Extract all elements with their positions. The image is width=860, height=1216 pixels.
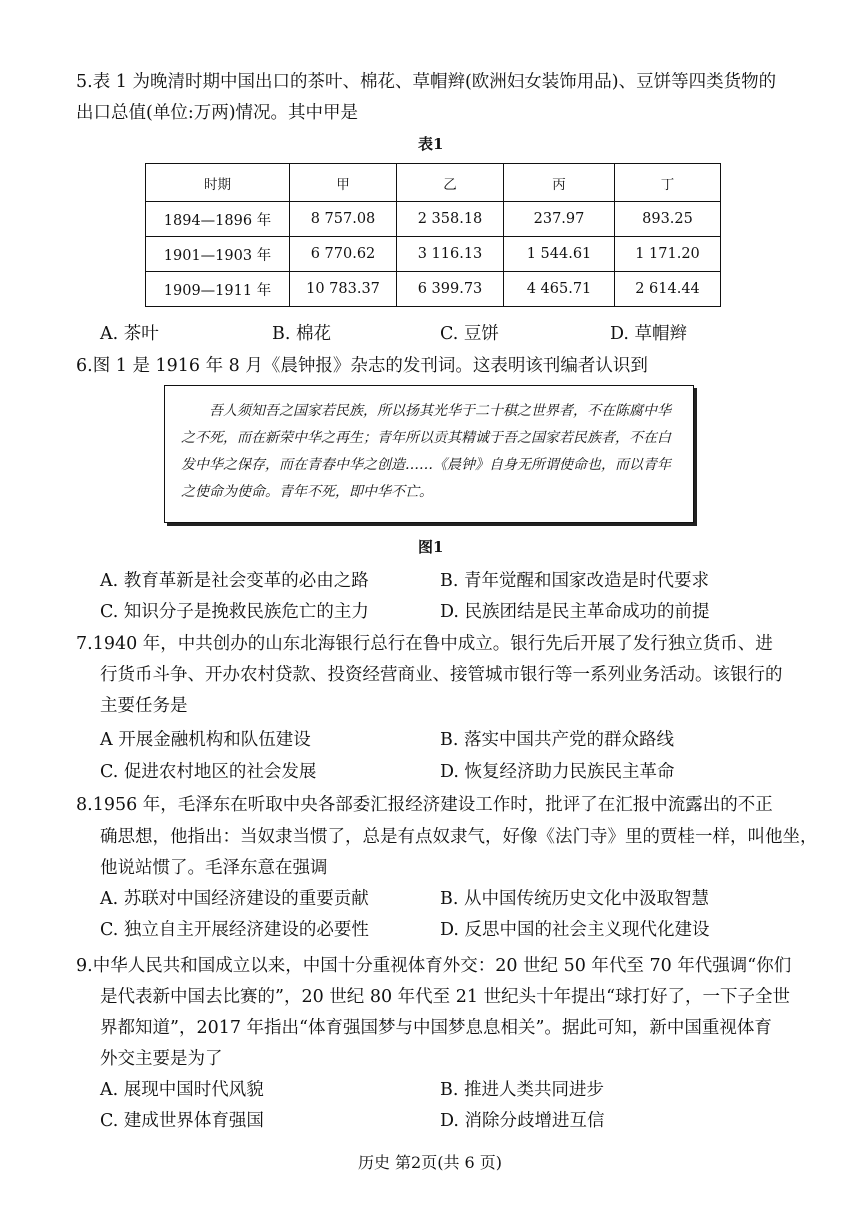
table-cell: 8 757.08 — [290, 202, 397, 237]
q5-option-b[interactable]: B. 棉花 — [272, 324, 331, 344]
table-cell: 237.97 — [504, 202, 615, 237]
q8-stem-line2: 确思想，他指出：当奴隶当惯了，总是有点奴隶气，好像《法门寺》里的贾桂一样，叫他坐， — [100, 827, 818, 847]
q9-stem-line1: 9.中华人民共和国成立以来，中国十分重视体育外交：20 世纪 50 年代至 70 年代强调“你们 — [76, 956, 792, 976]
q5-option-a[interactable]: A. 茶叶 — [100, 324, 159, 344]
q7-stem-line1: 7.1940 年，中共创办的山东北海银行总行在鲁中成立。银行先后开展了发行独立货币、进 — [76, 634, 773, 654]
q7-option-c[interactable]: C. 促进农村地区的社会发展 — [100, 762, 317, 782]
q5-stem-line1: 5.表 1 为晚清时期中国出口的茶叶、棉花、草帽辫(欧洲妇女装饰用品)、豆饼等四类货物的 — [76, 72, 777, 92]
table-header-cell: 乙 — [397, 164, 504, 202]
table-cell: 1 544.61 — [504, 237, 615, 272]
q7-option-d[interactable]: D. 恢复经济助力民族民主革命 — [440, 762, 675, 782]
table-cell: 4 465.71 — [504, 272, 615, 307]
table-row — [146, 272, 721, 307]
table-cell: 1894—1896 年 — [146, 202, 290, 237]
q7-option-a[interactable]: A 开展金融机构和队伍建设 — [100, 730, 311, 750]
q7-option-b[interactable]: B. 落实中国共产党的群众路线 — [440, 730, 674, 750]
q9-option-b[interactable]: B. 推进人类共同进步 — [440, 1080, 604, 1100]
q8-stem-line3: 他说站惯了。毛泽东意在强调 — [100, 858, 328, 878]
q6-option-c[interactable]: C. 知识分子是挽救民族危亡的主力 — [100, 602, 369, 622]
q7-stem-line3: 主要任务是 — [100, 696, 188, 716]
q9-option-a[interactable]: A. 展现中国时代风貌 — [100, 1080, 264, 1100]
q9-stem-line3: 界都知道”，2017 年指出“体育强国梦与中国梦息息相关”。据此可知，新中国重视体育 — [100, 1018, 772, 1038]
table-row — [146, 202, 721, 237]
table-cell: 1909—1911 年 — [146, 272, 290, 307]
q8-stem-line1: 8.1956 年，毛泽东在听取中央各部委汇报经济建设工作时，批评了在汇报中流露出的不正 — [76, 795, 773, 815]
table-header-cell: 丙 — [504, 164, 615, 202]
table-caption: 表1 — [418, 135, 444, 153]
q9-option-d[interactable]: D. 消除分歧增进互信 — [440, 1111, 605, 1131]
q9-option-c[interactable]: C. 建成世界体育强国 — [100, 1111, 264, 1131]
table-header-row — [146, 164, 721, 202]
table-cell: 6 399.73 — [397, 272, 504, 307]
q6-quote-box — [164, 385, 694, 523]
q6-option-a[interactable]: A. 教育革新是社会变革的必由之路 — [100, 571, 369, 591]
export-table — [145, 163, 721, 307]
q6-option-b[interactable]: B. 青年觉醒和国家改造是时代要求 — [440, 571, 709, 591]
q8-option-c[interactable]: C. 独立自主开展经济建设的必要性 — [100, 920, 369, 940]
q6-quote-text: 吾人须知吾之国家若民族，所以扬其光华于二十稘之世界者，不在陈腐中华之不死，而在新荣中华之再生；青年所以贡其精诚于吾之国家若民族者，不在白发中华之保存，而在青春中华之创造……《晨钟》自身无所谓使命也，而以青年之使命为使命。青年不死，即中华不亡。 — [181, 403, 671, 500]
q5-option-c[interactable]: C. 豆饼 — [440, 324, 499, 344]
q8-option-a[interactable]: A. 苏联对中国经济建设的重要贡献 — [100, 889, 369, 909]
table-cell: 2 358.18 — [397, 202, 504, 237]
q5-option-d[interactable]: D. 草帽辫 — [610, 324, 688, 344]
page-footer: 历史 第2页(共 6 页) — [357, 1153, 503, 1172]
table-cell: 2 614.44 — [615, 272, 721, 307]
table-cell: 893.25 — [615, 202, 721, 237]
table-row — [146, 237, 721, 272]
table-cell: 1901—1903 年 — [146, 237, 290, 272]
table-header-cell: 时期 — [146, 164, 290, 202]
table-header-cell: 丁 — [615, 164, 721, 202]
q7-stem-line2: 行货币斗争、开办农村贷款、投资经营商业、接管城市银行等一系列业务活动。该银行的 — [100, 665, 783, 685]
q8-option-d[interactable]: D. 反思中国的社会主义现代化建设 — [440, 920, 710, 940]
q8-option-b[interactable]: B. 从中国传统历史文化中汲取智慧 — [440, 889, 709, 909]
q9-stem-line2: 是代表新中国去比赛的”，20 世纪 80 年代至 21 世纪头十年提出“球打好了，一下子全世 — [100, 987, 791, 1007]
table-cell: 6 770.62 — [290, 237, 397, 272]
figure-caption: 图1 — [418, 538, 444, 556]
table-cell: 3 116.13 — [397, 237, 504, 272]
table-header-cell: 甲 — [290, 164, 397, 202]
table-cell: 10 783.37 — [290, 272, 397, 307]
q6-stem-line1: 6.图 1 是 1916 年 8 月《晨钟报》杂志的发刊词。这表明该刊编者认识到 — [76, 356, 648, 376]
q9-stem-line4: 外交主要是为了 — [100, 1049, 223, 1069]
table-cell: 1 171.20 — [615, 237, 721, 272]
q5-stem-line2: 出口总值(单位:万两)情况。其中甲是 — [76, 103, 359, 123]
q6-option-d[interactable]: D. 民族团结是民主革命成功的前提 — [440, 602, 710, 622]
